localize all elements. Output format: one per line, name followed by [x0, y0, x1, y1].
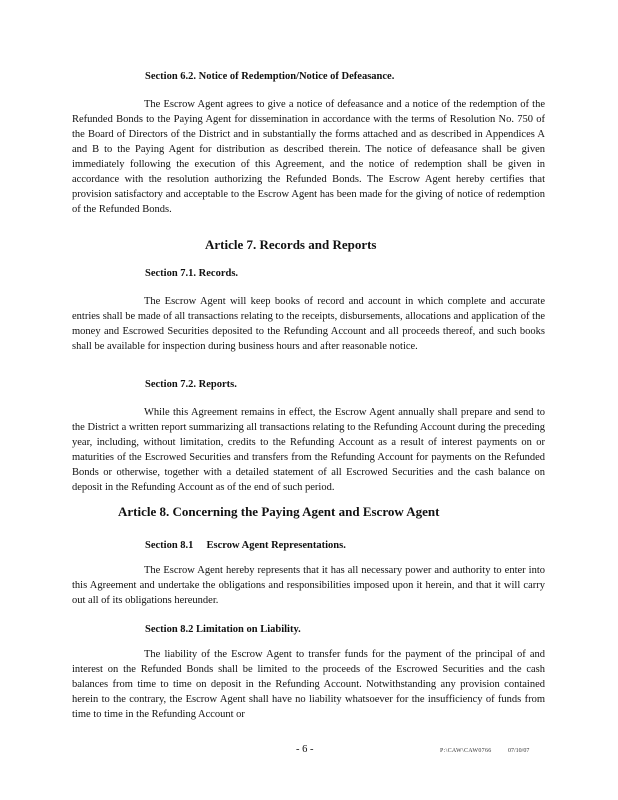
section-7-2-heading: Section 7.2. Reports. [145, 379, 237, 390]
document-date: 07/10/07 [508, 748, 530, 754]
section-6-2-body: The Escrow Agent agrees to give a notice of defeasance and a notice of the redemption of the Refunded Bonds to the Paying Agent for dissemination in accordance with the terms of Resolution No. 750 of the Board of Directors of the District and in substantially the forms attached and as described in Appendices A and B to the Paying Agent for distribution as described therein. The notice of defeasance shall be given immediately following the execution of this Agreement, and the notice of redemption shall be given in accordance with the resolution authorizing the Refunded Bonds. The Escrow Agent hereby certifies that provision satisfactory and acceptable to the Escrow Agent has been made for the giving of notice of redemption of the Refunded Bonds. [72, 99, 545, 215]
section-8-1-heading: Section 8.1 Escrow Agent Representations. [145, 540, 346, 551]
section-8-2-heading: Section 8.2 Limitation on Liability. [145, 624, 301, 635]
section-8-1-body: The Escrow Agent hereby represents that it has all necessary power and authority to enter into this Agreement and undertake the obligations and responsibilities imposed upon it herein, and that it will carry out all of its obligations hereunder. [72, 565, 545, 606]
section-7-2-body: While this Agreement remains in effect, the Escrow Agent annually shall prepare and send to the District a written report summarizing all transactions relating to the Refunding Account during the preceding year, including, without limitation, credits to the Refunding Account as a result of interest payments on or maturities of the Escrowed Securities and transfers from the Refunding Account for payments on the Refunded Bonds or otherwise, together with a detailed statement of all Escrowed Securities and the cash balance on deposit in the Refunding Account as of the end of such period. [72, 407, 545, 493]
section-8-2-body: The liability of the Escrow Agent to transfer funds for the payment of the principal of and interest on the Refunded Bonds shall be limited to the proceeds of the Escrowed Securities and the cash balances from time to time on deposit in the Refunding Account. Notwithstanding any provision contained herein to the contrary, the Escrow Agent shall have no liability whatsoever for the insufficiency of funds from time to time in the Refunding Account or [72, 649, 545, 720]
page-number: - 6 - [296, 744, 314, 755]
article-8-title: Article 8. Concerning the Paying Agent and Escrow Agent [118, 504, 440, 519]
article-7-title: Article 7. Records and Reports [205, 237, 377, 252]
section-7-1-heading: Section 7.1. Records. [145, 268, 239, 279]
document-code: P:\CAW\CAW0766 [440, 748, 492, 754]
section-6-2-heading: Section 6.2. Notice of Redemption/Notice of Defeasance. [145, 71, 395, 82]
section-7-1-body: The Escrow Agent will keep books of record and account in which complete and accurate entries shall be made of all transactions relating to the receipts, disbursements, allocations and application of the money and Escrowed Securities deposited to the Refunding Account and all proceeds thereof, and such books shall be available for inspection during business hours and after reasonable notice. [72, 296, 545, 352]
